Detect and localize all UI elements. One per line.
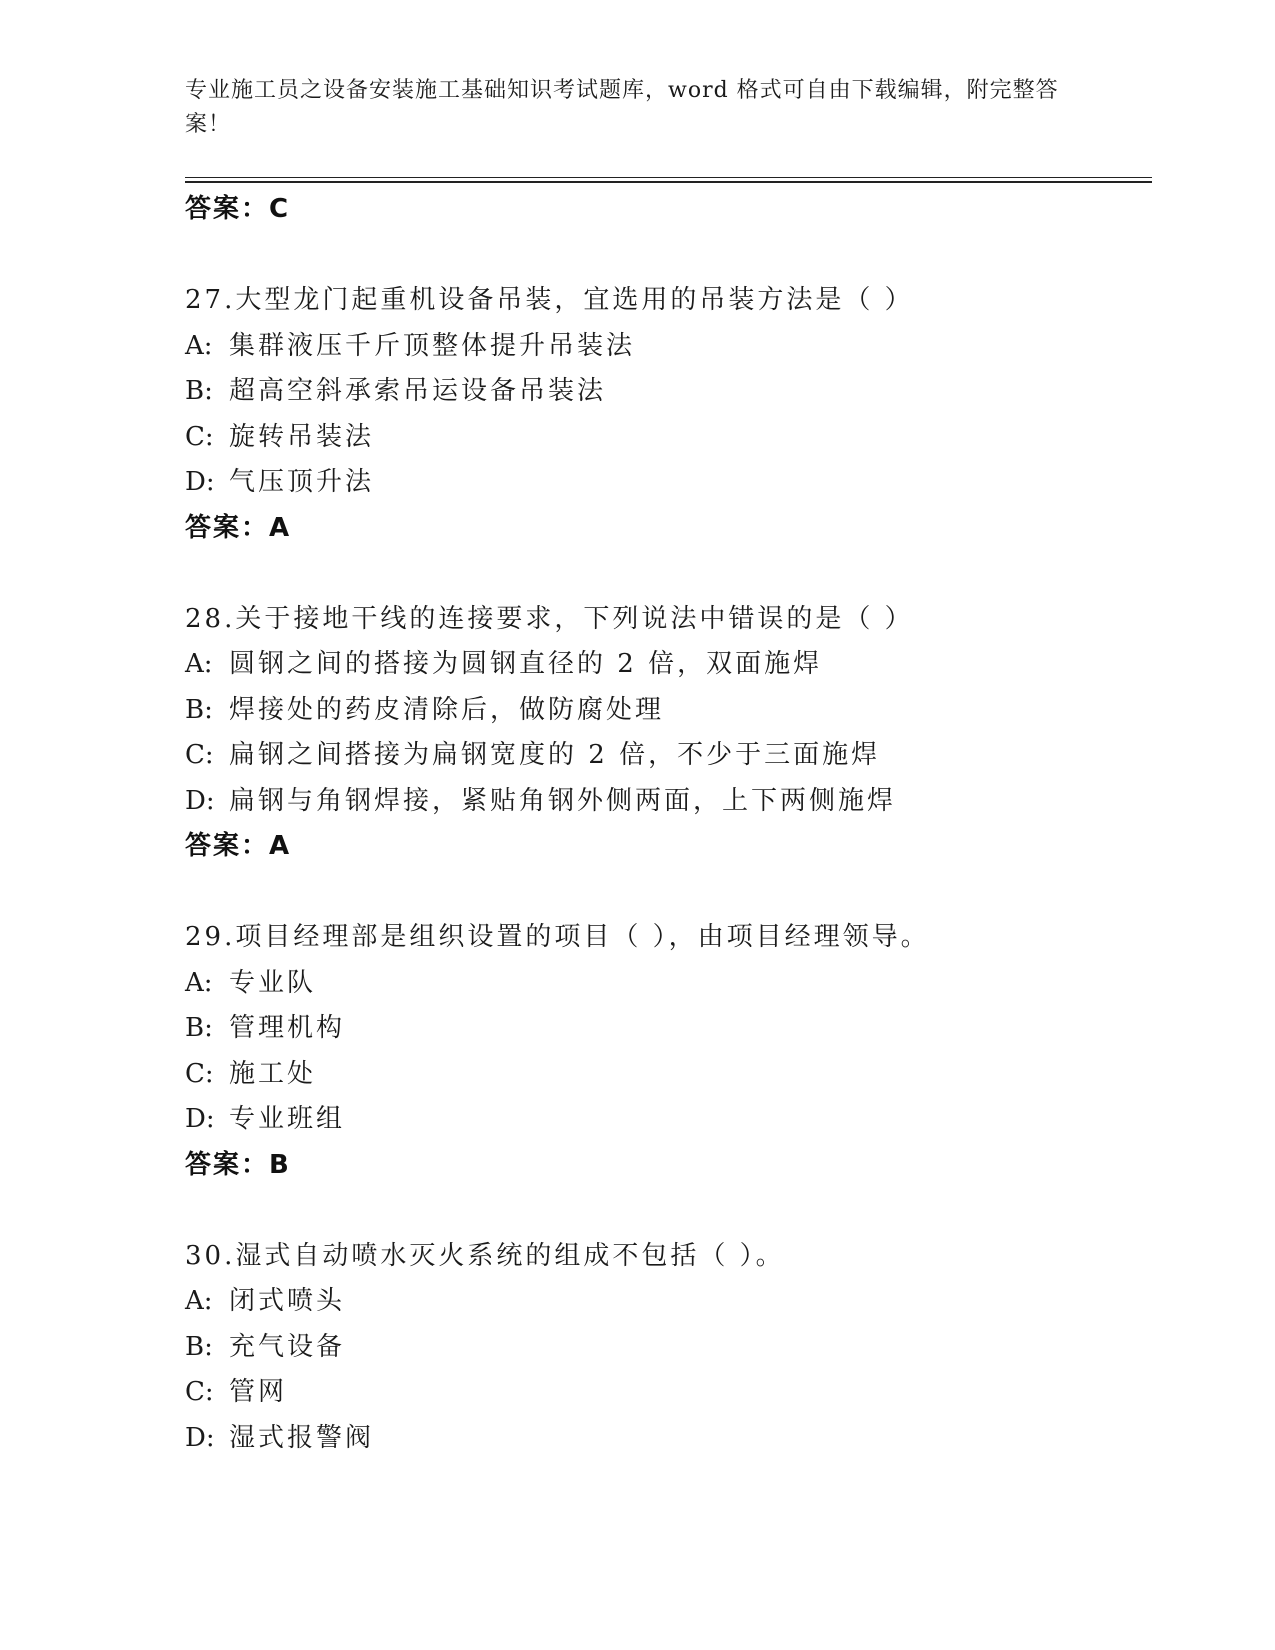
option-letter: C: [185, 1377, 214, 1407]
answer-line: 答案：B [185, 1149, 291, 1180]
option-text: 超高空斜承索吊运设备吊装法 [229, 376, 607, 406]
option-letter: A: [185, 1286, 213, 1316]
option-letter: C: [185, 740, 214, 770]
option-letter: B: [185, 694, 213, 725]
option-letter: A: [185, 330, 213, 361]
option-c [185, 415, 1152, 461]
option-d [185, 1097, 1152, 1143]
option-text: 湿式报警阀 [229, 1422, 375, 1453]
option-d [185, 779, 1152, 825]
answer-line: 答案：A [185, 831, 292, 861]
option-b [185, 688, 1152, 734]
option-text: 旋转吊装法 [229, 421, 375, 452]
option-b [185, 1006, 1152, 1052]
option-text: 充气设备 [229, 1331, 346, 1362]
option-b [185, 369, 1152, 415]
option-letter: D: [185, 467, 215, 497]
option-text: 扁钢与角钢焊接，紧贴角钢外侧两面，上下两侧施焊 [229, 785, 897, 816]
question-27 [185, 278, 1152, 551]
option-letter: A: [185, 967, 213, 998]
option-d [185, 1416, 1152, 1462]
header-divider-thick [185, 181, 1152, 183]
header-divider-thin [185, 177, 1152, 178]
answer-line: 答案：A [185, 512, 292, 543]
question-stem: 29.项目经理部是组织设置的项目（ ），由项目经理领导。 [185, 922, 930, 952]
answer-line: 答案：C [185, 194, 291, 224]
option-letter: B: [185, 376, 213, 406]
option-a [185, 642, 1152, 688]
option-letter: B: [185, 1331, 213, 1362]
option-text: 焊接处的药皮清除后，做防腐处理 [229, 694, 665, 725]
option-letter: D: [185, 1422, 215, 1453]
option-text: 闭式喷头 [229, 1286, 346, 1316]
question-stem: 27.大型龙门起重机设备吊装，宜选用的吊装方法是（ ） [185, 285, 914, 315]
question-30 [185, 1234, 1152, 1462]
option-letter: D: [185, 1104, 215, 1134]
question-stem: 28.关于接地干线的连接要求，下列说法中错误的是（ ） [185, 603, 914, 634]
option-text: 专业队 [229, 967, 317, 998]
option-text: 专业班组 [229, 1104, 346, 1134]
question-28 [185, 597, 1152, 870]
option-c [185, 1370, 1152, 1416]
question-29 [185, 915, 1152, 1188]
option-text: 管理机构 [229, 1013, 346, 1043]
option-a [185, 961, 1152, 1007]
option-text: 管网 [229, 1377, 288, 1407]
question-stem: 30.湿式自动喷水灭火系统的组成不包括（ ）。 [185, 1240, 785, 1271]
option-letter: C: [185, 421, 214, 452]
option-b [185, 1325, 1152, 1371]
option-letter: A: [185, 649, 213, 679]
question-list [185, 187, 1152, 1461]
option-a [185, 324, 1152, 370]
option-a [185, 1279, 1152, 1325]
option-text: 圆钢之间的搭接为圆钢直径的 2 倍，双面施焊 [229, 649, 823, 679]
option-letter: C: [185, 1058, 214, 1089]
option-c [185, 733, 1152, 779]
document-header: 专业施工员之设备安装施工基础知识考试题库，word 格式可自由下载编辑，附完整答案！ [185, 78, 1059, 137]
option-letter: B: [185, 1013, 213, 1043]
option-letter: D: [185, 785, 215, 816]
option-text: 气压顶升法 [229, 467, 375, 497]
option-text: 集群液压千斤顶整体提升吊装法 [229, 330, 636, 361]
option-c [185, 1052, 1152, 1098]
option-text: 施工处 [229, 1058, 317, 1089]
option-text: 扁钢之间搭接为扁钢宽度的 2 倍，不少于三面施焊 [229, 740, 881, 770]
option-d [185, 460, 1152, 506]
